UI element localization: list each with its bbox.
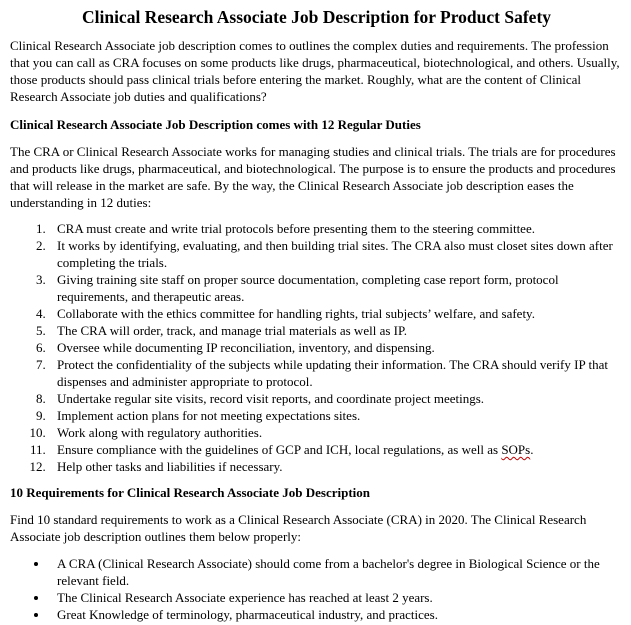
duty-item: 4. Collaborate with the ethics committee for handling rights, trial subjects’ welfare, and safety. [49, 305, 623, 322]
requirements-list [10, 555, 623, 623]
duty-item-text: Ensure compliance with the guidelines of GCP and ICH, local regulations, as well as [57, 442, 502, 457]
duty-item: 3. Giving training site staff on proper source documentation, completing case report form, protocol requirements, and therapeutic areas. [49, 271, 623, 305]
duty-item-end: . [530, 442, 534, 457]
requirements-intro-paragraph: Find 10 standard requirements to work as a Clinical Research Associate (CRA) in 2020. The Clinical Research Associate job description outlines them below properly: [10, 512, 587, 544]
duties-heading: Clinical Research Associate Job Description comes with 12 Regular Duties [10, 117, 421, 132]
duty-item: 7. Protect the confidentiality of the subjects while updating their information. The CRA should verify IP that dispenses and administer appropriate to protocol. [49, 356, 623, 390]
duties-intro-paragraph: The CRA or Clinical Research Associate works for managing studies and clinical trials. The trials are for procedures and products like drugs, pharmaceutical, and biotechnological. The purpose is to ensure the products and procedures that will release in the market are safe. By the way, the Clinical Research Associate job description eases the understanding in 12 duties: [10, 144, 616, 210]
spellcheck-flagged-word: SOPs [501, 442, 531, 457]
duty-item: 10. Work along with regulatory authorities. [49, 424, 623, 441]
duty-item: 12. Help other tasks and liabilities if necessary. [49, 458, 623, 475]
duty-item: 2. It works by identifying, evaluating, and then building trial sites. The CRA also must closet sites down after completing the trials. [49, 237, 623, 271]
duty-item: 5. The CRA will order, track, and manage trial materials as well as IP. [49, 322, 623, 339]
requirement-item: • Great Knowledge of terminology, pharmaceutical industry, and practices. [49, 606, 623, 623]
requirements-heading: 10 Requirements for Clinical Research Associate Job Description [10, 485, 370, 500]
duty-item: 1. CRA must create and write trial protocols before presenting them to the steering committee. [49, 220, 623, 237]
document-title: Clinical Research Associate Job Description for Product Safety [81, 7, 552, 27]
duty-item: 9. Implement action plans for not meeting expectations sites. [49, 407, 623, 424]
duty-item [49, 441, 623, 458]
requirement-item: • A CRA (Clinical Research Associate) should come from a bachelor's degree in Biological Science or the relevant field. [49, 555, 623, 589]
intro-paragraph: Clinical Research Associate job description comes to outlines the complex duties and requirements. The profession that you can call as CRA focuses on some products like drugs, pharmaceutical, biotechnological, and others. Usually, those products should pass clinical trials before entering the market. Roughly, what are the content of Clinical Research Associate job duties and qualifications? [10, 38, 620, 104]
duty-item: 6. Oversee while documenting IP reconciliation, inventory, and dispensing. [49, 339, 623, 356]
requirement-item: • The Clinical Research Associate experience has reached at least 2 years. [49, 589, 623, 606]
duties-list [10, 220, 623, 475]
duty-item: 8. Undertake regular site visits, record visit reports, and coordinate project meetings. [49, 390, 623, 407]
